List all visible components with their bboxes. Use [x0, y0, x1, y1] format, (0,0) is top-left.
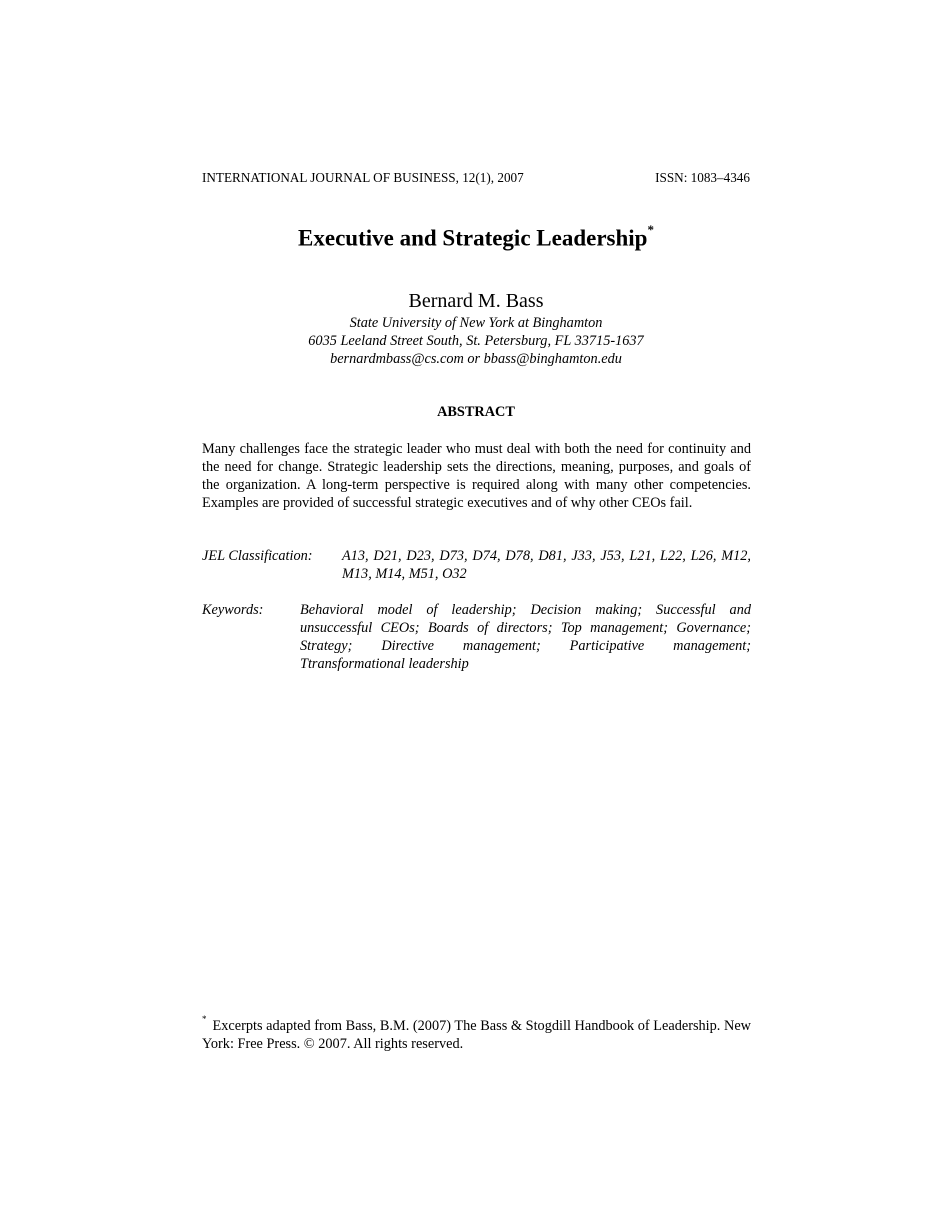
- author-address: 6035 Leeland Street South, St. Petersburg, FL 33715-1637: [308, 333, 644, 349]
- jel-classification: [202, 547, 751, 583]
- footnote: [202, 1012, 751, 1053]
- jel-codes: A13, D21, D23, D73, D74, D78, D81, J33, J53, L21, L22, L26, M12, M13, M14, M51, O32: [342, 548, 751, 582]
- footnote-mark: *: [202, 1014, 207, 1024]
- running-header: [202, 170, 750, 186]
- paper-title-text: Executive and Strategic Leadership: [298, 225, 648, 251]
- author-name: Bernard M. Bass: [408, 290, 544, 312]
- jel-label: JEL Classification:: [202, 548, 313, 564]
- keywords-section: [202, 601, 751, 673]
- keywords-label: Keywords:: [202, 602, 264, 618]
- title-footnote-mark[interactable]: *: [647, 222, 654, 237]
- abstract-heading: ABSTRACT: [437, 404, 515, 420]
- author-affiliation: State University of New York at Binghamton: [349, 315, 603, 331]
- keywords-terms: Behavioral model of leadership; Decision making; Successful and unsuccessful CEOs; Boards of directors; Top management; Governance; Strategy; Directive management; Participative management; Ttransformational leadership: [300, 602, 751, 672]
- journal-citation: INTERNATIONAL JOURNAL OF BUSINESS, 12(1), 2007: [202, 170, 524, 185]
- issn: ISSN: 1083–4346: [655, 170, 750, 185]
- paper-title: [0, 222, 952, 252]
- abstract-text: Many challenges face the strategic leader who must deal with both the need for continuity and the need for change. Strategic leadership sets the directions, meaning, purposes, and goals of the organization. A long-term perspective is required along with many other competencies. Examples are provided of successful strategic executives and of why other CEOs fail.: [202, 441, 751, 511]
- author-email[interactable]: bernardmbass@cs.com or bbass@binghamton.edu: [330, 351, 622, 367]
- footnote-text: Excerpts adapted from Bass, B.M. (2007) The Bass & Stogdill Handbook of Leadership. New York: Free Press. © 2007. All rights reserved.: [202, 1017, 751, 1052]
